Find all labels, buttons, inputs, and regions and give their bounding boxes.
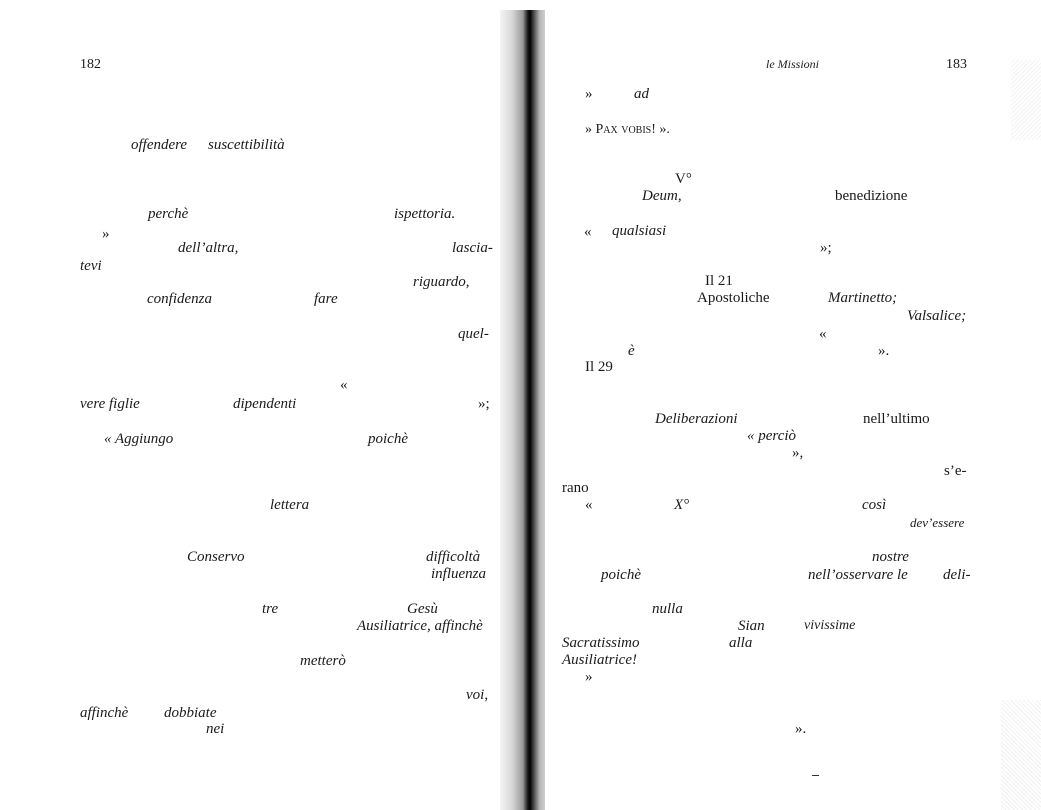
word: Gesù	[407, 601, 438, 617]
word: lascia-	[452, 240, 493, 256]
left-page	[0, 0, 514, 810]
word: nostre	[872, 549, 909, 565]
word: difficoltà	[426, 549, 481, 565]
word: voi,	[466, 687, 489, 703]
word: »	[585, 669, 593, 685]
word: affinchè	[80, 705, 129, 721]
word: offendere	[131, 137, 188, 153]
word: Deum,	[642, 188, 682, 204]
page-number-left: 182	[80, 57, 101, 72]
word: «	[340, 377, 348, 393]
word: nulla	[652, 601, 683, 617]
word: »;	[478, 396, 490, 412]
word: tevi	[80, 258, 102, 274]
word: vere figlie	[80, 396, 140, 412]
scan-speck	[812, 775, 819, 776]
word: poichè	[368, 431, 408, 447]
word: dipendenti	[233, 396, 297, 412]
word: ad	[634, 86, 649, 102]
word: deli-	[943, 567, 971, 583]
word: qualsiasi	[612, 223, 667, 239]
word: riguardo,	[413, 274, 470, 290]
word: tre	[262, 601, 279, 617]
word: Apostoliche	[697, 290, 770, 306]
word: lettera	[270, 497, 310, 513]
word: influenza	[431, 566, 486, 582]
word: metterò	[300, 653, 346, 669]
word: « Aggiungo	[104, 431, 174, 447]
word: è	[628, 343, 635, 359]
word: Conservo	[187, 549, 245, 565]
word: perchè	[148, 206, 189, 222]
word: Il 21	[705, 273, 733, 289]
word: » Pax vobis! ».	[585, 122, 670, 137]
word: rano	[562, 480, 589, 496]
word: »;	[820, 240, 832, 256]
scan-noise	[1011, 60, 1041, 140]
word: alla	[729, 635, 753, 651]
word: benedizione	[835, 188, 908, 204]
word: dobbiate	[164, 705, 217, 721]
running-head: le Missioni	[766, 57, 819, 71]
word: ».	[878, 343, 890, 359]
word: confidenza	[147, 291, 212, 307]
word: ispettoria.	[394, 206, 456, 222]
word: così	[862, 497, 887, 513]
word: Ausiliatrice!	[562, 652, 637, 668]
word: Martinetto;	[828, 290, 898, 306]
word: «	[585, 497, 593, 513]
word: »	[585, 86, 593, 102]
word: fare	[314, 291, 338, 307]
word: «	[819, 326, 827, 342]
word: Il 29	[585, 359, 613, 375]
word: nell’ultimo	[863, 411, 930, 427]
word: »,	[792, 445, 804, 461]
scan-noise	[1001, 700, 1041, 810]
word: ».	[795, 721, 807, 737]
word: «	[584, 224, 592, 240]
word: Valsalice;	[907, 308, 967, 324]
word: nell’osservare le	[808, 567, 908, 583]
word: nei	[206, 721, 225, 737]
word: dev’essere	[910, 515, 965, 530]
word: dell’altra,	[178, 240, 239, 256]
word: X°	[674, 497, 690, 513]
word: »	[102, 226, 110, 242]
word: quel-	[458, 326, 489, 342]
word: s’e-	[944, 463, 967, 479]
word: Ausiliatrice, affinchè	[357, 618, 483, 634]
word: « perciò	[747, 428, 797, 444]
word: Deliberazioni	[655, 411, 738, 427]
page-number-right: 183	[946, 57, 967, 72]
word: Sacratissimo	[562, 635, 640, 651]
word: V°	[675, 171, 692, 187]
word: poichè	[601, 567, 641, 583]
word: vivissime	[804, 618, 856, 633]
word: Sian	[738, 618, 765, 634]
word: suscettibilità	[208, 137, 285, 153]
